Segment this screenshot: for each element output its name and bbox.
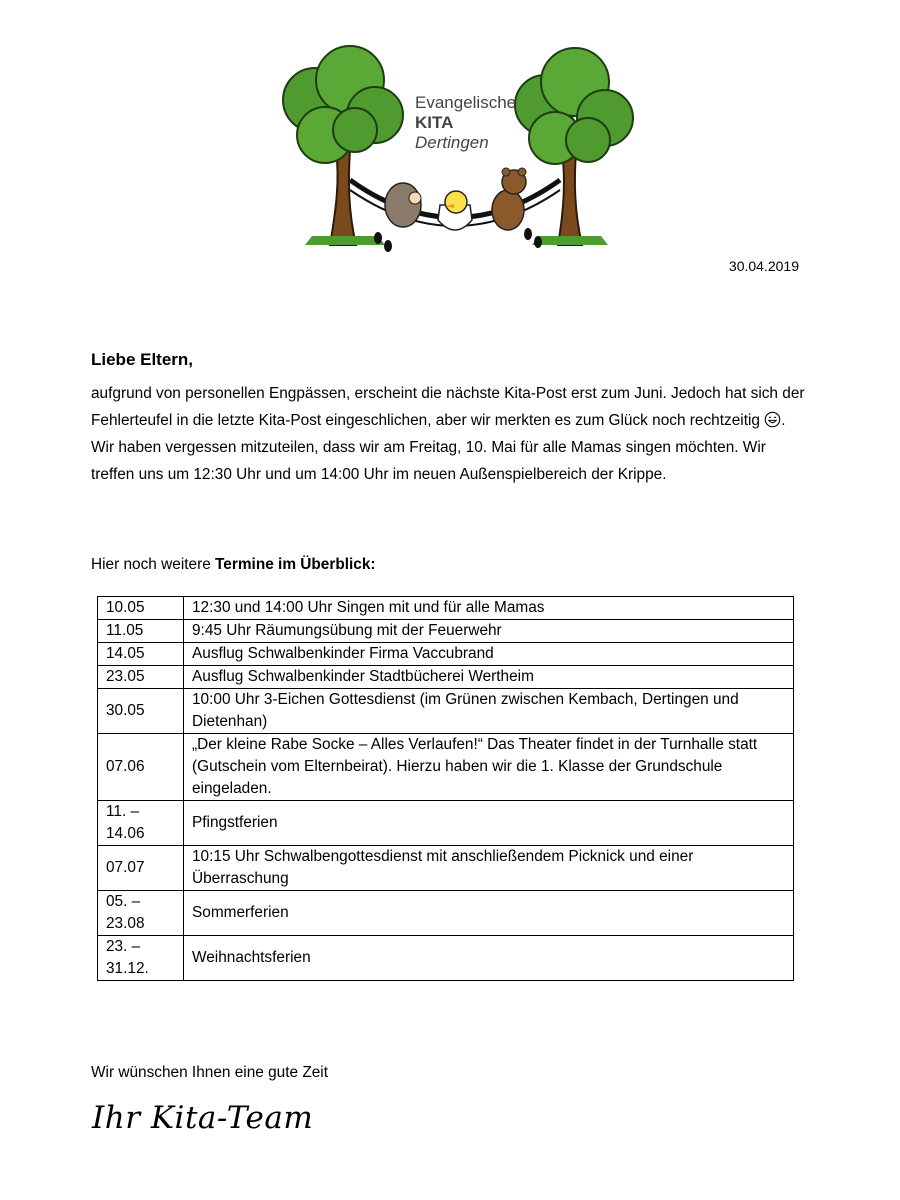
- schedule-event: Weihnachtsferien: [184, 936, 794, 981]
- schedule-row: [98, 643, 794, 666]
- schedule-event: 10:15 Uhr Schwalbengottesdienst mit anschließendem Picknick und einer Überraschung: [184, 846, 794, 891]
- hedgehog-icon: [385, 183, 421, 227]
- schedule-event: 9:45 Uhr Räumungsübung mit der Feuerwehr: [184, 620, 794, 643]
- letter-date: 30.04.2019: [728, 258, 799, 274]
- intro-prefix: Hier noch weitere: [91, 556, 216, 573]
- footprints-icon: [374, 228, 542, 252]
- signature: Ihr Kita-Team: [92, 1100, 314, 1136]
- chick-icon: [438, 191, 472, 230]
- schedule-date: 23.05: [98, 666, 184, 689]
- schedule-date: 11.05: [98, 620, 184, 643]
- schedule-row: [98, 620, 794, 643]
- bear-icon: [492, 168, 526, 230]
- right-tree: [515, 48, 633, 245]
- schedule-event: 12:30 und 14:00 Uhr Singen mit und für alle Mamas: [184, 597, 794, 620]
- schedule-row: [98, 734, 794, 801]
- schedule-row: [98, 597, 794, 620]
- body-part-1: aufgrund von personellen Engpässen, erscheint die nächste Kita-Post erst zum Juni. Jedoch hat sich der Fehlerteufel in die letzte Kita-Post eingeschlichen, aber wir merkten es zum Glück noch rechtzeitig: [91, 385, 805, 429]
- closing-line: Wir wünschen Ihnen eine gute Zeit: [91, 1064, 328, 1081]
- schedule-date: 11. – 14.06: [98, 801, 184, 846]
- schedule-event: 10:00 Uhr 3-Eichen Gottesdienst (im Grünen zwischen Kembach, Dertingen und Dietenhan): [184, 689, 794, 734]
- logo-line-3: Dertingen: [415, 133, 489, 153]
- schedule-table: [97, 596, 794, 981]
- schedule-event: „Der kleine Rabe Socke – Alles Verlaufen!“ Das Theater findet in der Turnhalle statt (Gutschein vom Elternbeirat). Hierzu haben wir die 1. Klasse der Grundschule eingeladen.: [184, 734, 794, 801]
- schedule-event: Ausflug Schwalbenkinder Stadtbücherei Wertheim: [184, 666, 794, 689]
- schedule-event: Ausflug Schwalbenkinder Firma Vaccubrand: [184, 643, 794, 666]
- schedule-date: 30.05: [98, 689, 184, 734]
- left-tree: [283, 46, 403, 245]
- kita-logo: [270, 40, 640, 260]
- body-part-2: . Wir haben vergessen mitzuteilen, dass wir am Freitag, 10. Mai für alle Mamas singen möchten. Wir treffen uns um 12:30 Uhr und um 14:00 Uhr im neuen Außenspielbereich der Krippe.: [91, 412, 786, 483]
- schedule-row: [98, 936, 794, 981]
- schedule-date: 07.06: [98, 734, 184, 801]
- logo-line-1: Evangelische: [415, 93, 517, 112]
- schedule-date: 23. – 31.12.: [98, 936, 184, 981]
- greeting: Liebe Eltern,: [91, 350, 194, 369]
- schedule-date: 07.07: [98, 846, 184, 891]
- schedule-event: Pfingstferien: [184, 801, 794, 846]
- schedule-date: 05. – 23.08: [98, 891, 184, 936]
- schedule-date: 14.05: [98, 643, 184, 666]
- schedule-row: [98, 666, 794, 689]
- schedule-date: 10.05: [98, 597, 184, 620]
- schedule-row: [98, 891, 794, 936]
- logo-line-2: KITA: [415, 113, 454, 133]
- schedule-row: [98, 846, 794, 891]
- schedule-row: [98, 689, 794, 734]
- schedule-row: [98, 801, 794, 846]
- letter-body: [91, 380, 806, 488]
- intro-bold: Termine im Überblick:: [215, 556, 376, 573]
- smiley-icon: [764, 411, 781, 428]
- schedule-intro: [91, 556, 376, 574]
- schedule-event: Sommerferien: [184, 891, 794, 936]
- logo-text: [415, 93, 516, 153]
